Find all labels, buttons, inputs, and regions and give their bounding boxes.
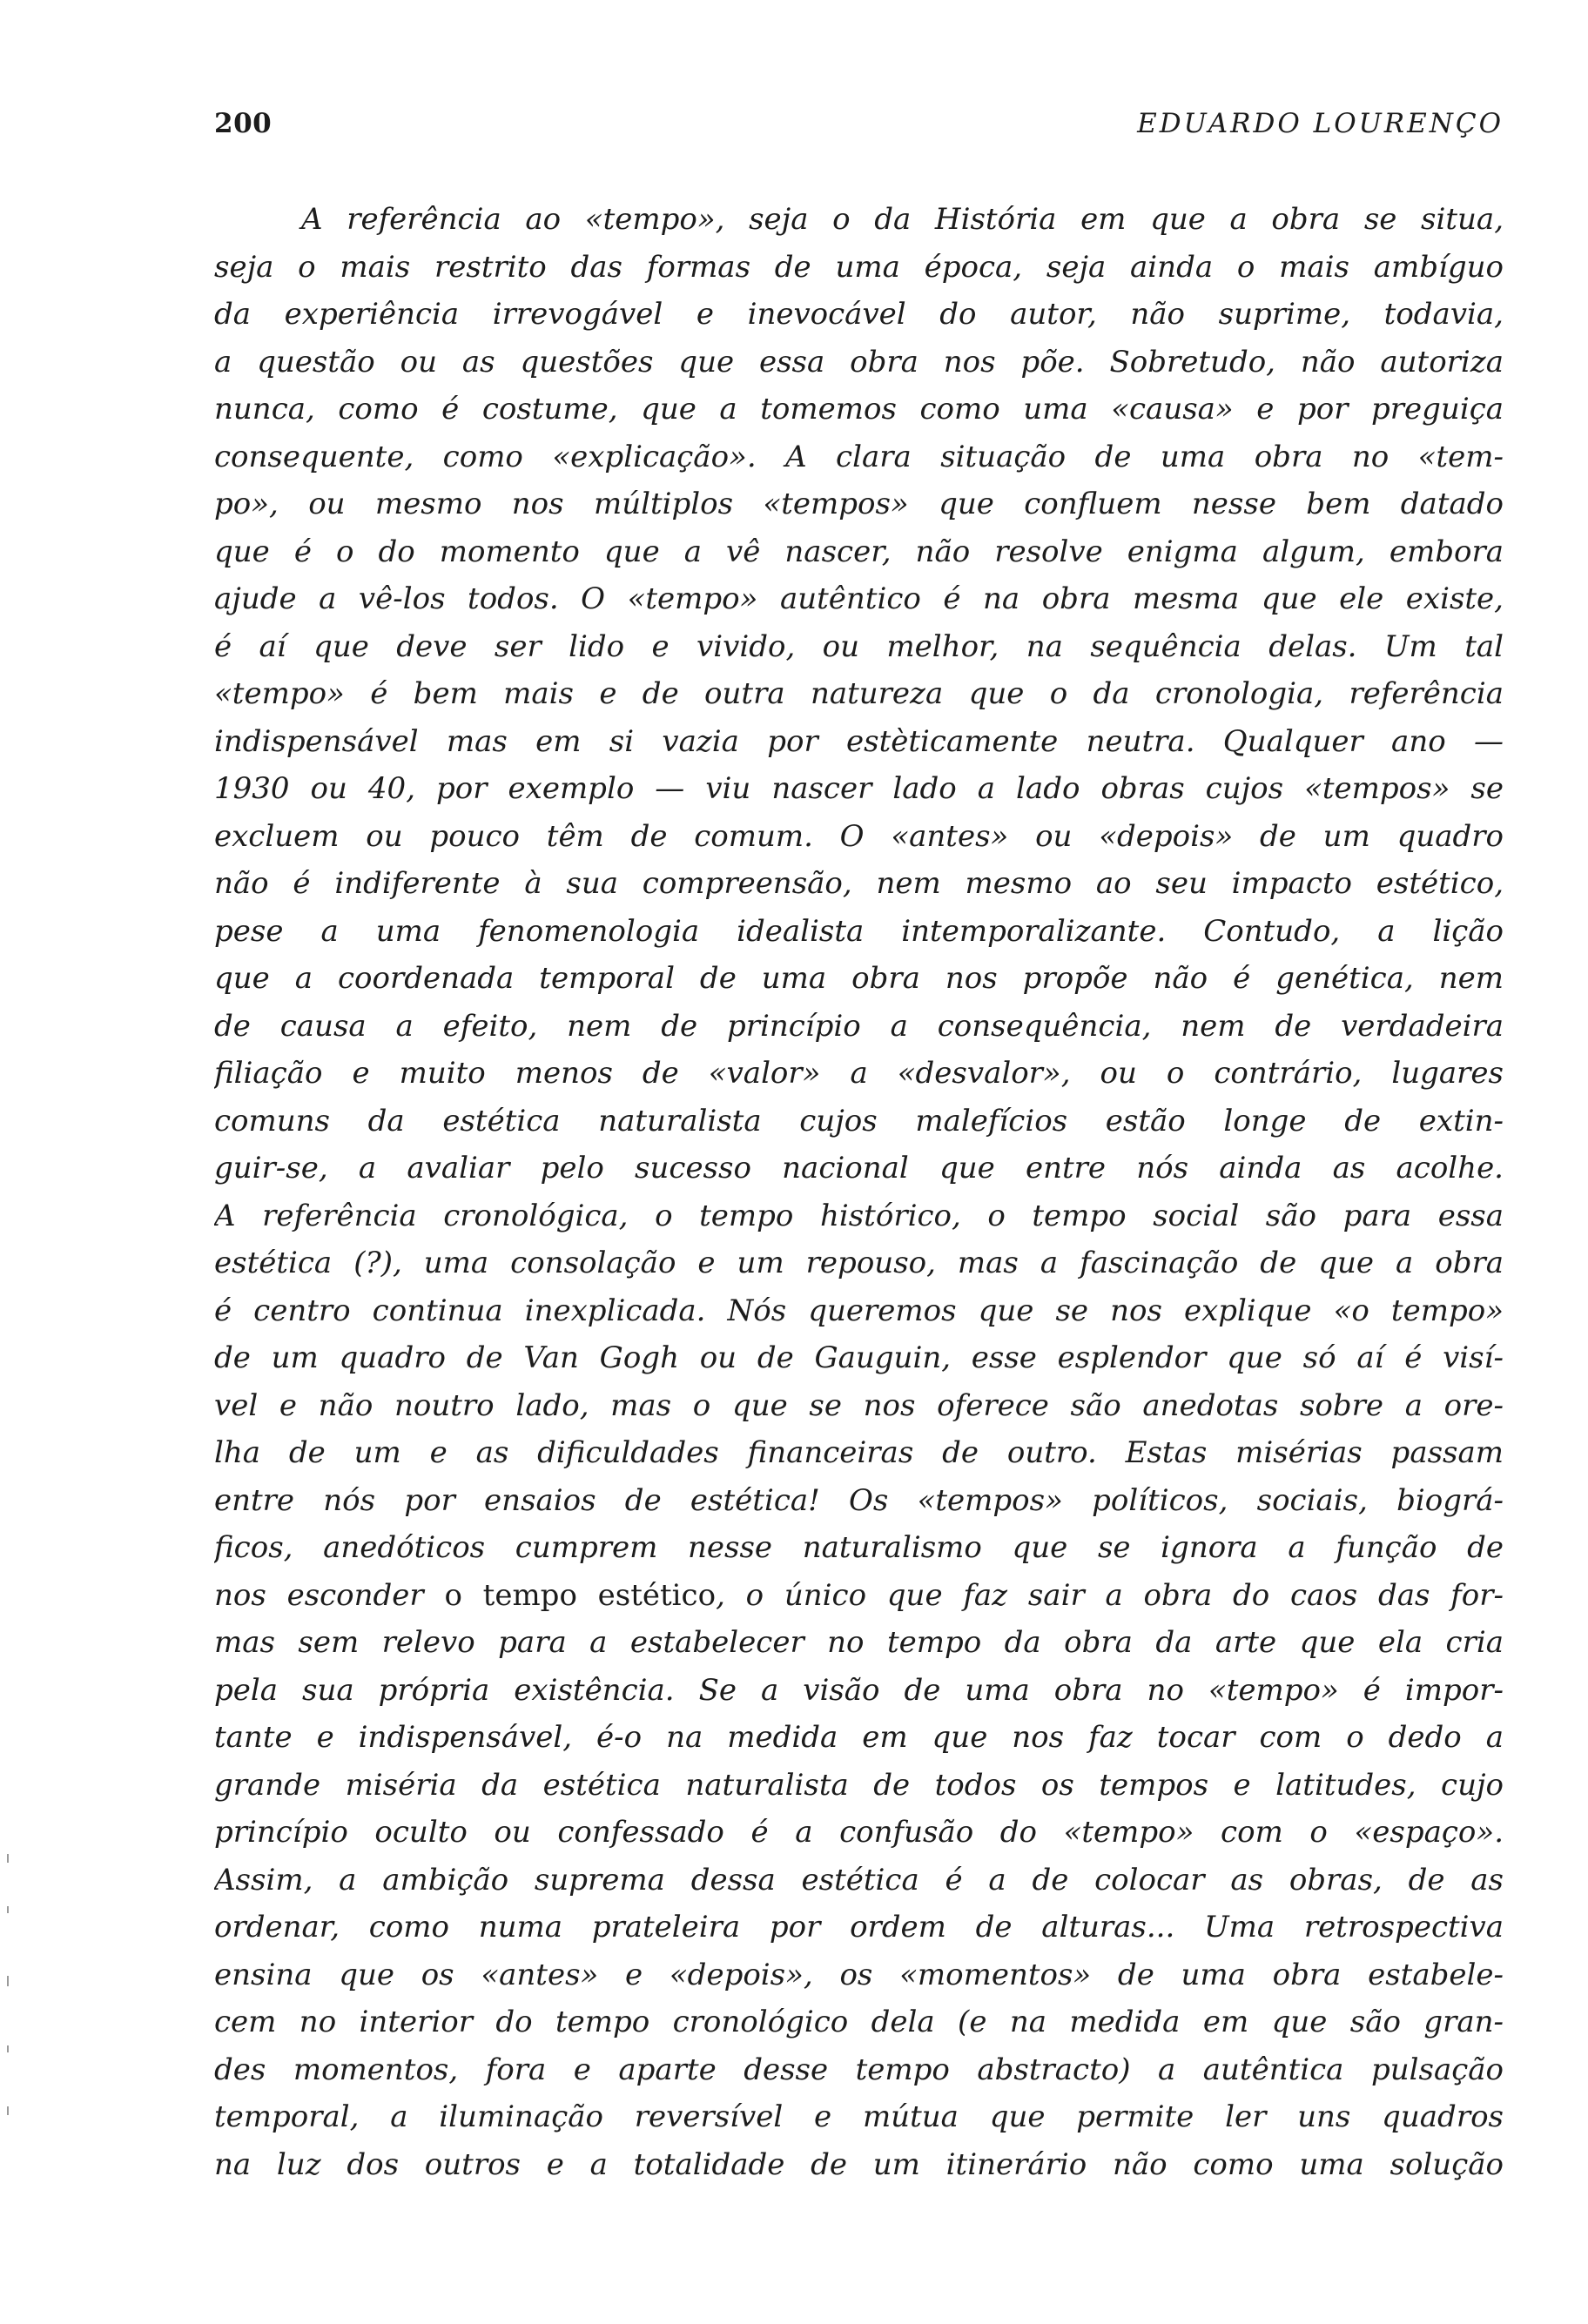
text-line: «tempo» é bem mais e de outra natureza que o da cronologia, referência <box>214 676 1504 711</box>
text-line: nunca, como é costume, que a tomemos como uma «causa» e por preguiça <box>214 392 1504 427</box>
text-line: ordenar, como numa prateleira por ordem de alturas... Uma retrospectiva <box>214 1910 1504 1945</box>
text-line: filiação e muito menos de «valor» a «desvalor», ou o contrário, lugares <box>214 1056 1504 1091</box>
page-header <box>214 103 1504 144</box>
text-line: ficos, anedóticos cumprem nesse naturalismo que se ignora a função de <box>214 1530 1504 1565</box>
text-line: da experiência irrevogável e inevocável do autor, não suprime, todavia, <box>214 297 1504 332</box>
text-line: ensina que os «antes» e «depois», os «momentos» de uma obra estabele- <box>214 1957 1504 1992</box>
text-line: seja o mais restrito das formas de uma época, seja ainda o mais ambíguo <box>214 249 1504 285</box>
text-line: é centro continua inexplicada. Nós queremos que se nos explique «o tempo» <box>214 1293 1504 1328</box>
text-line: mas sem relevo para a estabelecer no tempo da obra da arte que ela cria <box>214 1625 1504 1660</box>
text-line: cem no interior do tempo cronológico dela (e na medida em que são gran- <box>214 2005 1504 2039</box>
text-line: A referência cronológica, o tempo histórico, o tempo social são para essa <box>214 1198 1504 1233</box>
text-line: tante e indispensável, é-o na medida em que nos faz tocar com o dedo a <box>214 1720 1504 1755</box>
text-line: de um quadro de Van Gogh ou de Gauguin, esse esplendor que só aí é visí- <box>214 1340 1504 1375</box>
text-line: a questão ou as questões que essa obra nos põe. Sobretudo, não autoriza <box>214 344 1504 379</box>
text-line: A referência ao «tempo», seja o da História em que a obra se situa, <box>301 202 1504 237</box>
italic-segment: nos esconder <box>214 1577 445 1613</box>
text-line: lha de um e as dificuldades financeiras de outro. Estas misérias passam <box>214 1435 1504 1470</box>
text-line: excluem ou pouco têm de comum. O «antes» ou «depois» de um quadro <box>214 818 1504 854</box>
text-line: que é o do momento que a vê nascer, não resolve enigma algum, embora <box>214 534 1504 569</box>
text-line: pela sua própria existência. Se a visão de uma obra no «tempo» é impor- <box>214 1672 1504 1708</box>
text-line: de causa a efeito, nem de princípio a consequência, nem de verdadeira <box>214 1008 1504 1044</box>
text-line: grande miséria da estética naturalista de todos os tempos e latitudes, cujo <box>214 1767 1504 1803</box>
text-line: guir-se, a avaliar pelo sucesso nacional que entre nós ainda as acolhe. <box>214 1151 1504 1186</box>
body-text <box>214 196 1504 2188</box>
text-line: ajude a vê-los todos. O «tempo» autêntico é na obra mesma que ele existe, <box>214 581 1504 616</box>
text-line: comuns da estética naturalista cujos malefícios estão longe de extin- <box>214 1103 1504 1138</box>
text-line: Assim, a ambição suprema dessa estética é a de colocar as obras, de as <box>214 1862 1504 1897</box>
italic-segment: , o único que faz sair a obra do caos das for- <box>716 1577 1504 1613</box>
text-line: não é indiferente à sua compreensão, nem mesmo ao seu impacto estético, <box>214 866 1504 901</box>
text-line: pese a uma fenomenologia idealista intemporalizante. Contudo, a lição <box>214 913 1504 949</box>
text-line: na luz dos outros e a totalidade de um itinerário não como uma solução <box>214 2146 1504 2182</box>
text-line: entre nós por ensaios de estética! Os «tempos» políticos, sociais, biográ- <box>214 1482 1504 1518</box>
text-line: estética (?), uma consolação e um repouso, mas a fascinação de que a obra <box>214 1246 1504 1280</box>
running-head: EDUARDO LOURENÇO <box>1137 108 1504 139</box>
text-line: temporal, a iluminação reversível e mútua que permite ler uns quadros <box>214 2099 1504 2134</box>
text-line: é aí que deve ser lido e vivido, ou melhor, na sequência delas. Um tal <box>214 628 1504 664</box>
text-line: des momentos, fora e aparte desse tempo abstracto) a autêntica pulsação <box>214 2052 1504 2087</box>
text-line: consequente, como «explicação». A clara situação de uma obra no «tem- <box>214 439 1504 474</box>
text-line: indispensável mas em si vazia por estèticamente neutra. Qualquer ano — <box>214 723 1504 759</box>
text-line: que a coordenada temporal de uma obra nos propõe não é genética, nem <box>214 961 1504 996</box>
text-line: po», ou mesmo nos múltiplos «tempos» que confluem nesse bem datado <box>214 487 1504 521</box>
text-line: princípio oculto ou confessado é a confusão do «tempo» com o «espaço». <box>214 1815 1504 1850</box>
text-line-mixed <box>214 1572 1504 1620</box>
page-number: 200 <box>214 108 273 139</box>
scan-margin-marks <box>7 1854 10 2115</box>
text-line: 1930 ou 40, por exemplo — viu nascer lado a lado obras cujos «tempos» se <box>214 771 1504 806</box>
roman-segment: o tempo estético <box>444 1577 717 1613</box>
text-line: vel e não noutro lado, mas o que se nos oferece são anedotas sobre a ore- <box>214 1387 1504 1423</box>
